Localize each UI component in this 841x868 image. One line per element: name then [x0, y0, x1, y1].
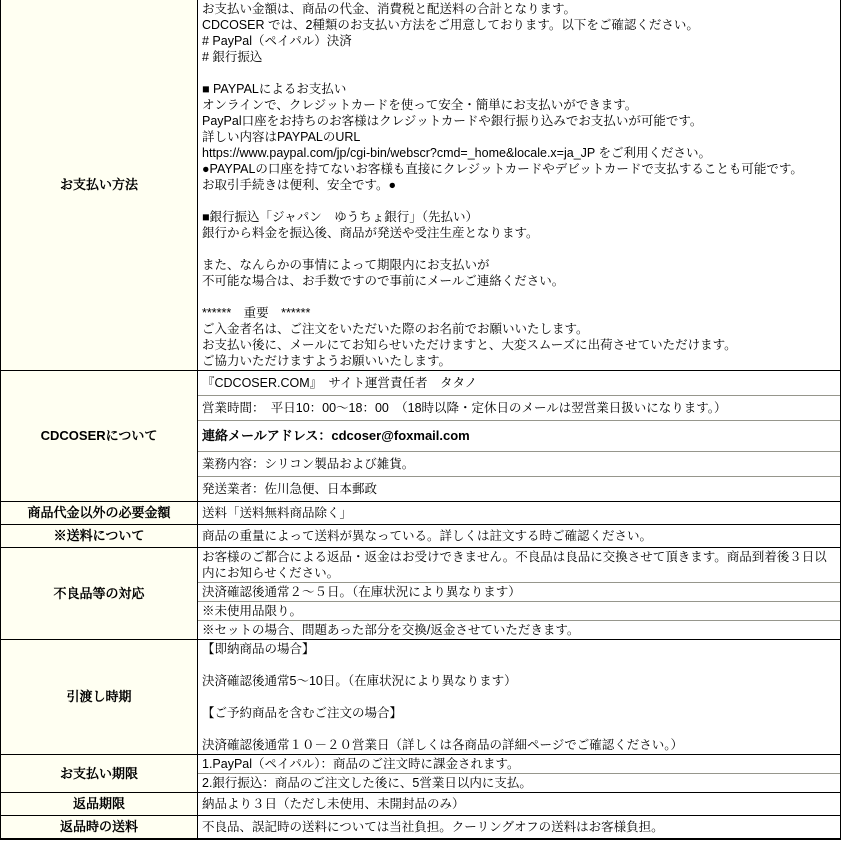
content-cell [198, 773, 840, 792]
content-cell [198, 816, 840, 838]
table-row [1, 792, 840, 815]
row-content [198, 816, 840, 838]
content-cell [198, 502, 840, 524]
content-line: 商品の重量によって送料が異なっている。詳しくは註文する時ご確認ください。 [202, 529, 653, 543]
content-line: 【即納商品の場合】 [202, 642, 315, 656]
table-row [1, 501, 840, 524]
content-line: 銀行から料金を振込後、商品が発送や受注生産となります。 [202, 226, 539, 240]
table-row [1, 524, 840, 547]
row-content [198, 548, 840, 639]
content-line: https://www.paypal.com/jp/cgi-bin/webscr?cmd=_home&locale.x=ja_JP をご利用ください。 [202, 146, 711, 160]
row-label: 返品時の送料 [1, 816, 198, 838]
content-cell [198, 420, 840, 451]
content-line: お支払い金額は、商品の代金、消費税と配送料の合計となります。 [202, 2, 577, 16]
row-content [198, 371, 840, 501]
table-row [1, 370, 840, 501]
row-label: 返品期限 [1, 793, 198, 815]
row-content [198, 755, 840, 792]
content-cell [198, 525, 840, 547]
content-line: 決済確認後通常２～５日。（在庫状況により異なります） [202, 585, 521, 599]
table-row [1, 754, 840, 792]
content-line: 送料「送料無料商品除く」 [202, 506, 353, 520]
content-line: また、なんらかの事情によって期限内にお支払いが [202, 258, 490, 272]
content-cell [198, 371, 840, 395]
content-cell [198, 0, 840, 370]
row-content [198, 525, 840, 547]
content-line: ■銀行振込「ジャパン ゆうちょ銀行」（先払い） [202, 210, 479, 224]
content-line [202, 721, 836, 737]
content-cell [198, 582, 840, 601]
content-line: 1.PayPal（ペイパル）：商品のご注文時に課金されます。 [202, 757, 520, 771]
content-line [202, 689, 836, 705]
table-row [1, 815, 840, 838]
content-line: 【ご予約商品を含むご注文の場合】 [202, 706, 403, 720]
content-line: 不可能な場合は、お手数ですので事前にメールご連絡ください。 [202, 274, 565, 288]
row-label: 商品代金以外の必要金額 [1, 502, 198, 524]
content-line: PayPal口座をお持ちのお客様はクレジットカードや銀行振り込みでお支払いが可能です。 [202, 114, 703, 128]
content-line: ●PAYPALの口座を持てないお客様も直接にクレジットカードやデビットカードで支払することも可能です。 [202, 162, 803, 176]
row-content [198, 0, 840, 370]
row-content [198, 640, 840, 754]
table-row [1, 639, 840, 754]
row-label: ※送料について [1, 525, 198, 547]
content-line: ※セットの場合、問題あった部分を交換/返金させていただきます。 [202, 623, 580, 637]
content-cell [198, 451, 840, 476]
content-cell [198, 601, 840, 620]
content-cell [198, 548, 840, 582]
content-line: 決済確認後通常１０－２０営業日（詳しくは各商品の詳細ページでご確認ください。） [202, 738, 684, 752]
content-line: 詳しい内容はPAYPALのURL [202, 130, 361, 144]
content-line: オンラインで、クレジットカードを使って安全・簡単にお支払いができます。 [202, 98, 638, 112]
content-line: 『CDCOSER.COM』 サイト運営責任者 タタノ [202, 376, 478, 390]
content-cell [198, 755, 840, 773]
content-line: CDCOSER では、2種類のお支払い方法をご用意しております。以下をご確認ください。 [202, 18, 699, 32]
content-line: お支払い後に、メールにてお知らせいただけますと、大変スムーズに出荷させていただけます。 [202, 338, 737, 352]
content-cell [198, 476, 840, 501]
row-content [198, 502, 840, 524]
content-line [202, 241, 836, 257]
content-cell [198, 793, 840, 815]
table-row [1, 0, 840, 370]
content-line: ■ PAYPALによるお支払い [202, 82, 347, 96]
content-line [202, 289, 836, 305]
row-label: CDCOSERについて [1, 371, 198, 501]
content-line: お客様のご都合による返品・返金はお受けできません。不良品は良品に交換させて頂きます。商品到着後３日以内にお知らせください。 [202, 550, 827, 580]
content-line: # PayPal（ペイパル）決済 [202, 34, 352, 48]
content-line: ****** 重要 ****** [202, 306, 311, 320]
content-line [202, 65, 836, 81]
content-cell [198, 620, 840, 639]
content-line: # 銀行振込 [202, 50, 263, 64]
content-line: ご入金者名は、ご注文をいただいた際のお名前でお願いいたします。 [202, 322, 589, 336]
content-line: ご協力いただけますようお願いいたします。 [202, 354, 452, 368]
content-line: 決済確認後通常5～10日。（在庫状況により異なります） [202, 674, 517, 688]
row-content [198, 793, 840, 815]
content-line [202, 193, 836, 209]
content-line: お取引手続きは便利、安全です。● [202, 178, 397, 192]
row-label: 不良品等の対応 [1, 548, 198, 639]
table-row [1, 547, 840, 639]
content-line: 連絡メールアドレス：cdcoser@foxmail.com [202, 428, 470, 443]
content-cell [198, 640, 840, 754]
content-line [202, 657, 836, 673]
content-line: 納品より３日（ただし未使用、未開封品のみ） [202, 797, 465, 811]
content-line: 業務内容：シリコン製品および雑貨。 [202, 457, 415, 471]
content-line: 2.銀行振込：商品のご注文した後に、5営業日以内に支払。 [202, 776, 532, 790]
row-label: お支払い期限 [1, 755, 198, 792]
row-label: 引渡し時期 [1, 640, 198, 754]
content-cell [198, 395, 840, 420]
content-line: 不良品、誤記時の送料については当社負担。クーリングオフの送料はお客様負担。 [202, 820, 664, 834]
content-line: 営業時間： 平日10：00～18：00 （18時以降・定休日のメールは翌営業日扱いになります。） [202, 401, 727, 415]
content-line: 発送業者：佐川急便、日本郵政 [202, 482, 378, 496]
row-label: お支払い方法 [1, 0, 198, 370]
content-line: ※未使用品限り。 [202, 604, 303, 618]
